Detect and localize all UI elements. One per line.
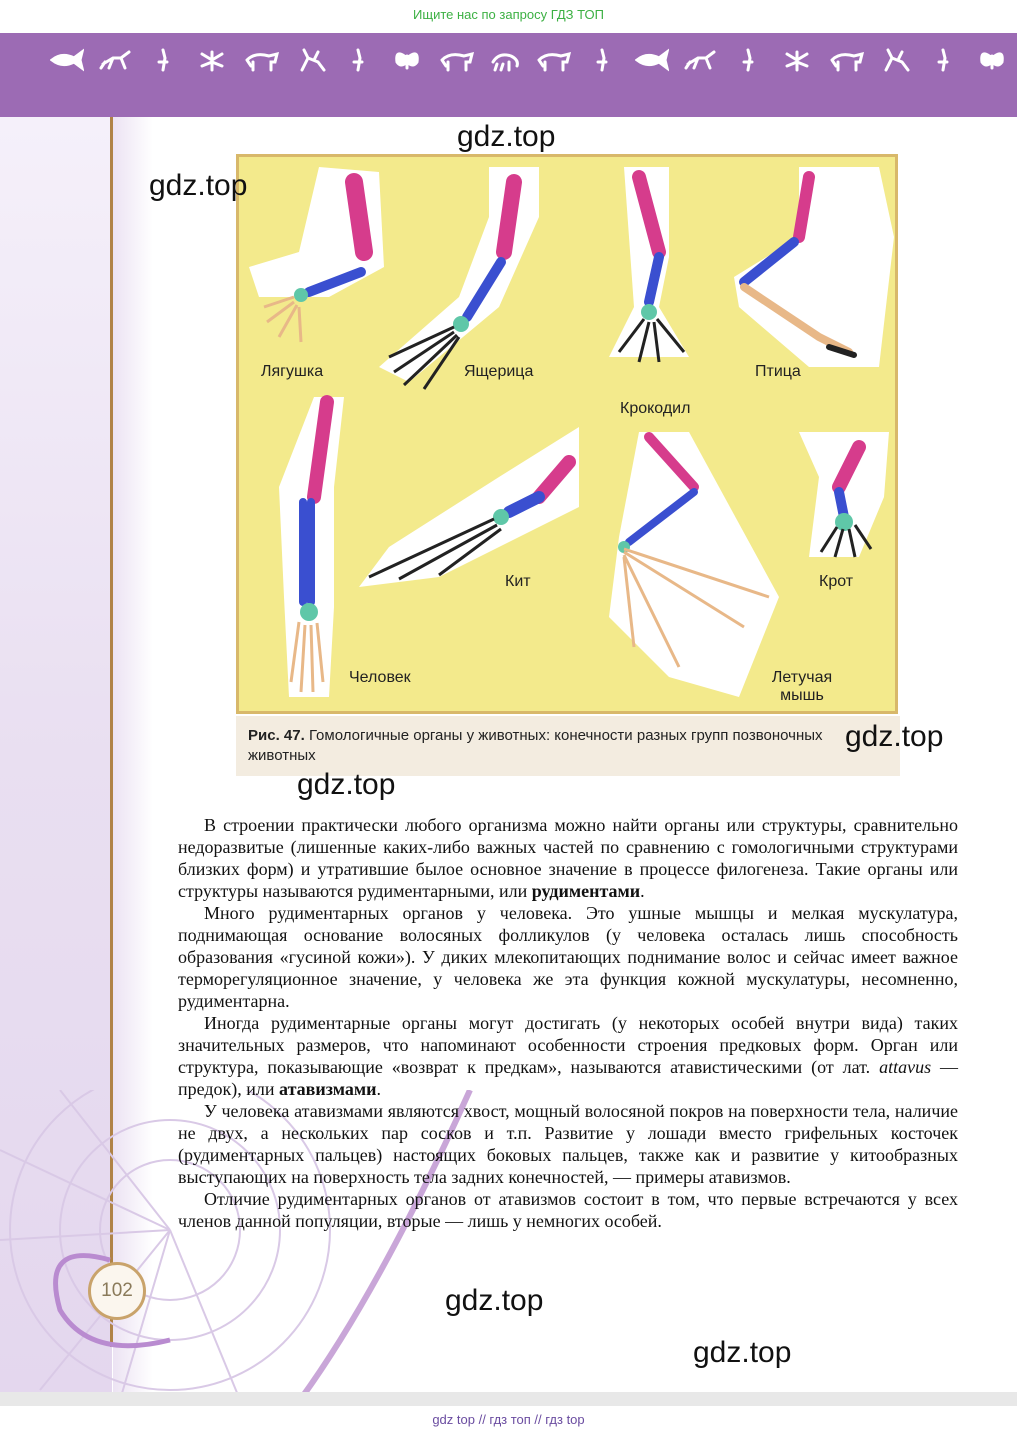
- insect-icon: [781, 48, 815, 72]
- paragraph: Отличие рудиментарных органов от атавизмов состоит в том, что первые встречаются у всех членов данной популяции, вторые — лишь у немногих особей.: [178, 1189, 958, 1231]
- bird-icon: [342, 48, 376, 72]
- kangaroo-icon: [878, 48, 912, 72]
- top-link-bar: [0, 0, 1017, 33]
- kangaroo-icon: [294, 48, 328, 72]
- bird-icon: [586, 48, 620, 72]
- bird-icon: [732, 48, 766, 72]
- human-limb: [279, 397, 344, 697]
- caption-text: Гомологичные органы у животных: конечности разных групп позвоночных животных: [248, 727, 823, 764]
- paragraph: Много рудиментарных органов у человека. Это ушные мышцы и мелкая мускулатура, поднимающая основание волосяных фолликулов (у человека осталась лишь способность образования «гусиной кожи»). У диких млекопитающих поднимание волос и сейчас имеет важное терморегуляционное значение, у человека же эта функция кожной мускулатуры, несомненно, рудиментарна.: [178, 903, 958, 1011]
- whale-limb: [359, 427, 579, 587]
- limb-skeletons-illustration: [239, 157, 895, 711]
- figure-homologous-limbs: [236, 154, 898, 714]
- label-frog: Лягушка: [261, 363, 324, 380]
- label-human: Человек: [349, 669, 411, 686]
- fish-icon: [50, 48, 84, 72]
- page-number: 102: [88, 1262, 146, 1320]
- lizard-icon: [99, 48, 133, 72]
- insect-icon: [196, 48, 230, 72]
- body-text: [178, 814, 958, 1232]
- bird-icon: [927, 48, 961, 72]
- watermark: gdz.top: [845, 720, 944, 753]
- caption-number: Рис. 47.: [248, 727, 305, 744]
- frog-limb: [249, 167, 384, 342]
- bottom-divider: [0, 1392, 1017, 1406]
- watermark: gdz.top: [693, 1336, 792, 1369]
- footer-links[interactable]: gdz top // гдз топ // гдз top: [432, 1412, 585, 1427]
- watermark: gdz.top: [445, 1284, 544, 1317]
- bird-limb: [734, 167, 894, 367]
- paragraph: Иногда рудиментарные органы могут достигать (у некоторых особей внутри вида) таких значительных размеров, что напоминают особенности строения предковых форм. Орган или структура, показывающие «возврат к предкам», называются атавистическими (от лат. attavus — предок), или атавизмами.: [178, 1013, 959, 1099]
- mammal-icon: [245, 48, 279, 72]
- label-bird: Птица: [755, 363, 801, 380]
- mole-limb: [799, 432, 889, 557]
- paragraph: В строении практически любого организма можно найти органы или структуры, сравнительно недоразвитые (лишенные каких-либо важных частей по сравнению с гомологичными структурами близких форм) и утратившие былое основное значение в процессе филогенеза. Такие органы или структуры называются рудиментарными, или рудиментами.: [178, 815, 958, 901]
- label-bat: Летучая мышь: [771, 669, 833, 704]
- label-whale: Кит: [505, 573, 531, 590]
- watermark: gdz.top: [297, 768, 396, 801]
- bird-icon: [147, 48, 181, 72]
- butterfly-icon: [391, 48, 425, 72]
- mammal-icon: [440, 48, 474, 72]
- figure-caption: [236, 716, 900, 776]
- label-lizard: Ящерица: [464, 363, 534, 380]
- label-mole: Крот: [819, 573, 854, 590]
- search-hint-link[interactable]: Ищите нас по запросу ГДЗ ТОП: [413, 7, 604, 22]
- mammal-icon: [830, 48, 864, 72]
- paragraph: У человека атавизмами являются хвост, мощный волосяной покров на поверхности тела, наличие не двух, а нескольких пар сосков и т.п. Развитие у лошади вместо грифельных косточек (рудиментарных пальцев) настоящих боковых пальцев, также как и развитие у китообразных выступающих на поверхность тела задних конечностей, — примеры атавизмов.: [178, 1101, 958, 1187]
- watermark: gdz.top: [457, 120, 556, 153]
- fish-icon: [635, 48, 669, 72]
- label-crocodile: Крокодил: [620, 400, 691, 417]
- butterfly-icon: [976, 48, 1010, 72]
- lizard-limb: [379, 167, 539, 389]
- mammal-icon: [537, 48, 571, 72]
- shrimp-icon: [489, 48, 523, 72]
- crocodile-limb: [609, 167, 689, 362]
- animal-icon-row: [50, 46, 1010, 74]
- lizard-icon: [684, 48, 718, 72]
- bat-limb: [609, 432, 779, 697]
- watermark: gdz.top: [149, 169, 248, 202]
